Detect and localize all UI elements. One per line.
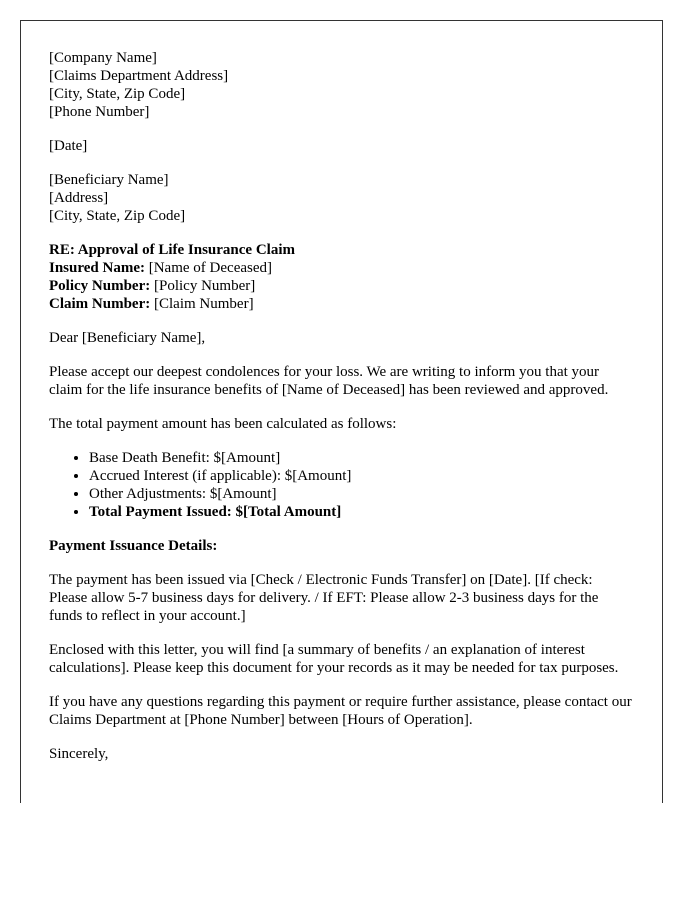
address: [Address] bbox=[49, 190, 109, 206]
calculation-intro: The total payment amount has been calculated as follows: bbox=[49, 416, 397, 432]
city-state-zip: [City, State, Zip Code] bbox=[49, 208, 186, 224]
phone-number: [Phone Number] bbox=[49, 104, 150, 120]
city-state-zip: [City, State, Zip Code] bbox=[49, 86, 186, 102]
list-item-total bbox=[89, 503, 634, 521]
salutation: Dear [Beneficiary Name], bbox=[49, 330, 206, 346]
list-item: • Other Adjustments: $[Amount] bbox=[89, 485, 634, 503]
letter-page bbox=[20, 20, 663, 803]
policy-value: [Policy Number] bbox=[150, 278, 256, 294]
letter-date: [Date] bbox=[49, 138, 88, 154]
enclosed-paragraph: Enclosed with this letter, you will find [a summary of benefits / an explanation of interest calculations]. Please keep this document for your records as it may be needed for tax purposes. bbox=[49, 642, 619, 676]
company-name: [Company Name] bbox=[49, 50, 157, 66]
insured-label: Insured Name: bbox=[49, 260, 145, 276]
sender-address bbox=[49, 49, 634, 121]
intro-paragraph: Please accept our deepest condolences for your loss. We are writing to inform you that your claim for the life insurance benefits of [Name of Deceased] has been reviewed and approved. bbox=[49, 364, 609, 398]
subject-line: RE: Approval of Life Insurance Claim bbox=[49, 242, 295, 258]
recipient-address bbox=[49, 171, 634, 225]
list-item: • Accrued Interest (if applicable): $[Amount] bbox=[89, 467, 634, 485]
total-payment: Total Payment Issued: $[Total Amount] bbox=[89, 504, 342, 520]
details-heading bbox=[49, 537, 634, 555]
details-heading-text: Payment Issuance Details: bbox=[49, 538, 218, 554]
reference-block bbox=[49, 241, 634, 313]
department-address: [Claims Department Address] bbox=[49, 68, 229, 84]
list-item: • Base Death Benefit: $[Amount] bbox=[89, 449, 634, 467]
claim-label: Claim Number: bbox=[49, 296, 151, 312]
claim-value: [Claim Number] bbox=[150, 296, 254, 312]
details-paragraph: The payment has been issued via [Check / Electronic Funds Transfer] on [Date]. [If check: Please allow 5-7 business days for delivery. / If EFT: Please allow 2-3 business days for the funds to reflect in your account.] bbox=[49, 572, 599, 624]
beneficiary-name: [Beneficiary Name] bbox=[49, 172, 169, 188]
policy-label: Policy Number: bbox=[49, 278, 151, 294]
payment-breakdown-list bbox=[49, 449, 634, 521]
questions-paragraph: If you have any questions regarding this payment or require further assistance, please contact our Claims Department at [Phone Number] between [Hours of Operation]. bbox=[49, 694, 632, 728]
insured-value: [Name of Deceased] bbox=[144, 260, 272, 276]
closing: Sincerely, bbox=[49, 746, 109, 762]
